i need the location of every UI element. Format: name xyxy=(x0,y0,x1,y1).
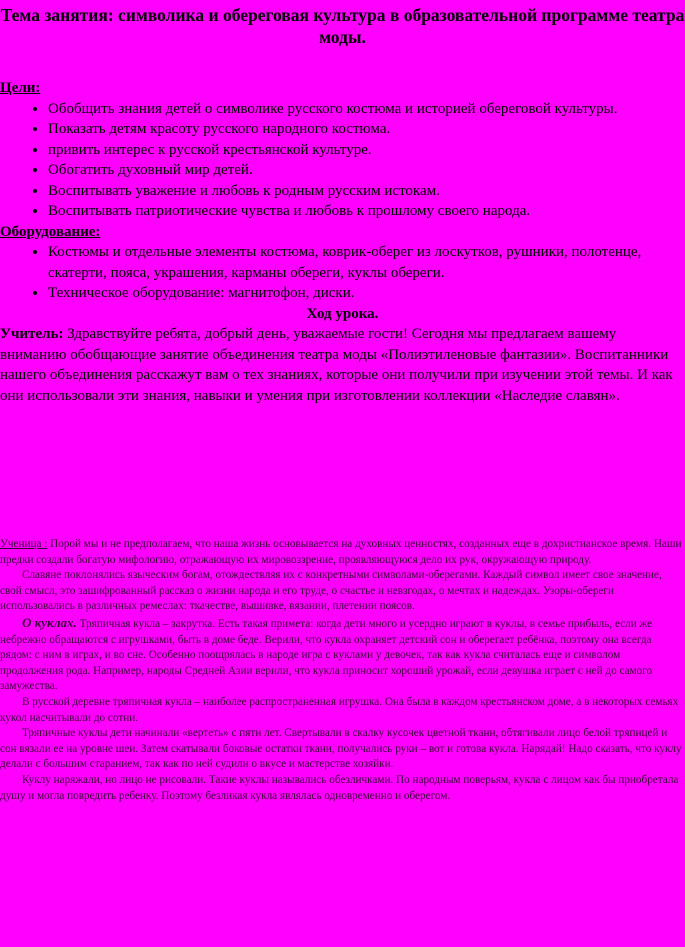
page-title: Тема занятия: символика и обереговая культура в образовательной программе театра моды. xyxy=(0,5,685,47)
teacher-text: Здравствуйте ребята, добрый день, уважаемые гости! Сегодня мы предлагаем вашему вниманию обобщающие занятие объединения театра моды «Полиэтиленовые фантазии». Воспитанники нашего объединения расскажут вам о тех знаниях, которые они получили при изучении этой темы. И как они использовали эти знания, навыки и умения при изготовлении коллекции «Наследие славян». xyxy=(0,326,673,404)
dolls-label: О куклах. xyxy=(22,614,77,630)
paragraph: В русской деревне тряпичная кукла – наиболее распространенная игрушка. Она была в каждом крестьянском доме, а в некоторых семьях кукол насчитывали до сотни. xyxy=(0,695,679,724)
goals-list xyxy=(0,99,685,222)
list-item: • Обогатить духовный мир детей. xyxy=(48,160,677,181)
list-item: • Воспитывать патриотические чувства и любовь к прошлому своего народа. xyxy=(48,201,677,222)
paragraph xyxy=(0,537,682,568)
list-item: • Воспитывать уважение и любовь к родным русским истокам. xyxy=(48,181,677,202)
paragraph: Славяне поклонялись языческим богам, отождествляя их с конкретными символами-оберегами. Каждый символ имеет свое значение, свой смысл, это зашифрованный рассказ о жизни народа и его труде, о счастье и невзгодах, о мечтах и надеждах. Узоры-обереги использовались в различных ремеслах: ткачестве, вышивке, вязании, плетении поясов. xyxy=(0,569,662,613)
list-item: • привить интерес к русской крестьянской культуре. xyxy=(48,140,677,161)
equipment-list xyxy=(0,242,685,304)
goals-heading: Цели: xyxy=(0,80,41,96)
list-item: • Костюмы и отдельные элементы костюма, коврик-оберег из лоскутков, рушники, полотенце, скатерти, пояса, украшения, карманы обереги, куклы обереги. xyxy=(48,242,677,283)
list-item: • Техническое оборудование: магнитофон, диски. xyxy=(48,283,677,304)
teacher-paragraph xyxy=(0,324,685,406)
lesson-heading: Ход урока. xyxy=(306,305,379,322)
paragraph: Тряпичные куклы дети начинали «вертеть» с пяти лет. Свертывали в скалку кусочек цветной ткани, обтягивали лицо белой тряпицей и сон вязали ее на уровне шеи. Затем скатывали боковые остатки ткани, получались руки – вот и готова кукла. Нарядай! Надо сказать, что куклу делали с большим старанием, так как по ней судили о вкусе и мастерстве хозяйки. xyxy=(0,727,682,771)
list-item: • Обобщить знания детей о символике русского костюма и историей обереговой культуры. xyxy=(48,99,677,120)
goals-section xyxy=(0,78,685,406)
paragraph: Куклу наряжали, но лицо не рисовали. Такие куклы назывались обезличками. По народным поверьям, кукла с лицом как бы приобретала душу и могла повредить ребенку. Поэтому безликая кукла являлась одновременно и оберегом. xyxy=(0,773,679,802)
student-section xyxy=(0,537,682,804)
student-label: Ученица : xyxy=(0,538,48,550)
list-item: • Показать детям красоту русского народного костюма. xyxy=(48,119,677,140)
paragraph xyxy=(0,615,682,695)
teacher-label: Учитель: xyxy=(0,326,64,342)
paragraph-text: Порой мы и не предполагаем, что наша жизнь основывается на духовных ценностях, созданных еще в дохристианское время. Наши предки создали богатую мифологию, отражающую их мировоззрение, проявляющуюся дело их рук, окружающую природу. xyxy=(0,538,682,566)
paragraph-text: Тряпичная кукла – закрутка. Есть такая примета: когда дети много и усердно играют в куклы, в семье прибыль, если же небрежно обращаются с игрушками, быть в доме беде. Верили, что кукла охраняет детский сон и оберегает ребёнка, поэтому она всегда рядом: с ним в играх, и во сне. Особенно поощрялась в народе игра с куклами у девочек, так как кукла считалась еще и символом продолжения рода. Например, народы Средней Азии верили, что кукла приносит хороший урожай, если девушка играет с ней до самого замужества. xyxy=(0,617,653,693)
equipment-heading: Оборудование: xyxy=(0,223,101,240)
